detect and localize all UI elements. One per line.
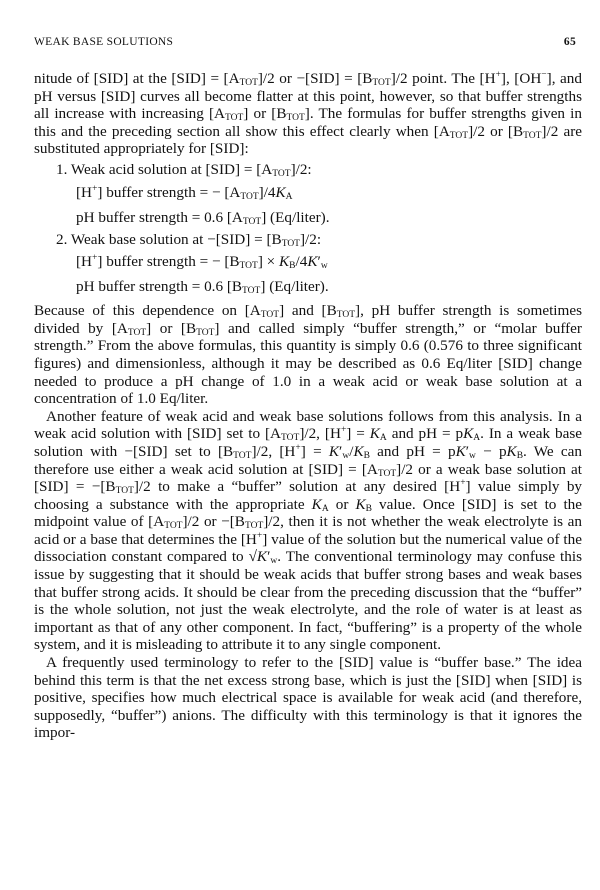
- book-page: [34, 36, 582, 742]
- weak-acid-formulas: [76, 180, 582, 230]
- page-number: 65: [563, 36, 576, 48]
- body-text: [34, 70, 582, 742]
- paragraph-3: Another feature of weak acid and weak base solutions follows from this analysis. In a weak acid solution with [SID] set to $[A_{TOT}]/2$, $[H^+] = K_A$ and pH = $pK_A$. In a weak base solution with −[SID] set to $[B_{TOT}]/2$, $[H^+] = K'_w/K_B$ and pH = $pK'_w - pK_B$. We can therefore use either a weak acid solution at $[SID] = [A_{TOT}]/2$ or a weak base solution at $[SID] = -[B_{TOT}]/2$ to make a “buffer” solution at any desired [H+] value simply by choosing a substance with the appropriate $K_A$ or $K_B$ value. Once [SID] is set to the midpoint value of $[A_{TOT}]/2$ or $-[B_{TOT}]/2$, then it is not whether the weak electrolyte is an acid or a base that determines the [H+] value of the solution but the numerical value of the dissociation constant compared to $√K'_w$. The conventional terminology may confuse this issue by suggesting that it should be weak acids that buffer strong bases and weak bases that buffer strong acids. It should be clear from the preceding discussion that the “buffer” is the whole solution, not just the weak electrolyte, and the role of water is at least as important as that of any other component. In fact, “buffering” is a property of the whole system, and it is misleading to attribute it to any single component.: [34, 407, 583, 654]
- weak-base-formulas: [76, 249, 582, 299]
- list-item-weak-acid: 1. Weak acid solution at $[SID] = [A_{TOT}]/2$:: [56, 160, 312, 179]
- running-header: [34, 36, 582, 52]
- weak-base-ph-buffer-formula: pH buffer strength = 0.6 $[B_{TOT}]$ (Eq/liter).: [76, 278, 329, 297]
- paragraph-1: nitude of [SID] at the $[SID] = [A_{TOT}]/2$ or $-[SID] = [B_{TOT}]/2$ point. The [H+], [OH−], and pH versus [SID] curves all become flatter at this point, however, so that buffer strengths all increase with increasing $[A_{TOT}]$ or $[B_{TOT}]$. The formulas for buffer strengths given in this and the preceding section all show this effect clearly when $[A_{TOT}]/2$ or $[B_{TOT}]/2$ are substituted appropriately for [SID]:: [34, 70, 582, 158]
- formula-list: [34, 161, 582, 299]
- running-title: WEAK BASE SOLUTIONS: [34, 36, 174, 48]
- list-item-weak-base: 2. Weak base solution at $-[SID] = [B_{TOT}]/2$:: [56, 230, 322, 249]
- weak-acid-ph-buffer-formula: pH buffer strength = 0.6 $[A_{TOT}]$ (Eq/liter).: [76, 208, 330, 227]
- weak-base-h-buffer-formula: [H+] buffer strength = − $[B_{TOT}] \times K_B/4K'_w$: [76, 253, 328, 272]
- paragraph-4: A frequently used terminology to refer to the [SID] value is “buffer base.” The idea behind this term is that the net excess strong base, which is just the [SID] when [SID] is positive, specifies how much electrical space is available for weak acid (and therefore, supposedly, “buffer”) anions. The difficulty with this terminology is that it ignores the impor-: [34, 654, 582, 742]
- weak-acid-h-buffer-formula: [H+] buffer strength = − $[A_{TOT}]/4K_A$: [76, 183, 293, 202]
- paragraph-2: Because of this dependence on $[A_{TOT}]$ and $[B_{TOT}]$, pH buffer strength is sometimes divided by $[A_{TOT}]$ or $[B_{TOT}]$ and called simply “buffer strength,” or “molar buffer strength.” From the above formulas, this quantity is simply 0.6 (0.576 to three significant figures) and dimensionless, although it may be described as 0.6 Eq/liter [SID] change needed to produce a pH change of 1.0 in a weak acid or weak base solution at a concentration of 1.0 Eq/liter.: [34, 302, 582, 408]
